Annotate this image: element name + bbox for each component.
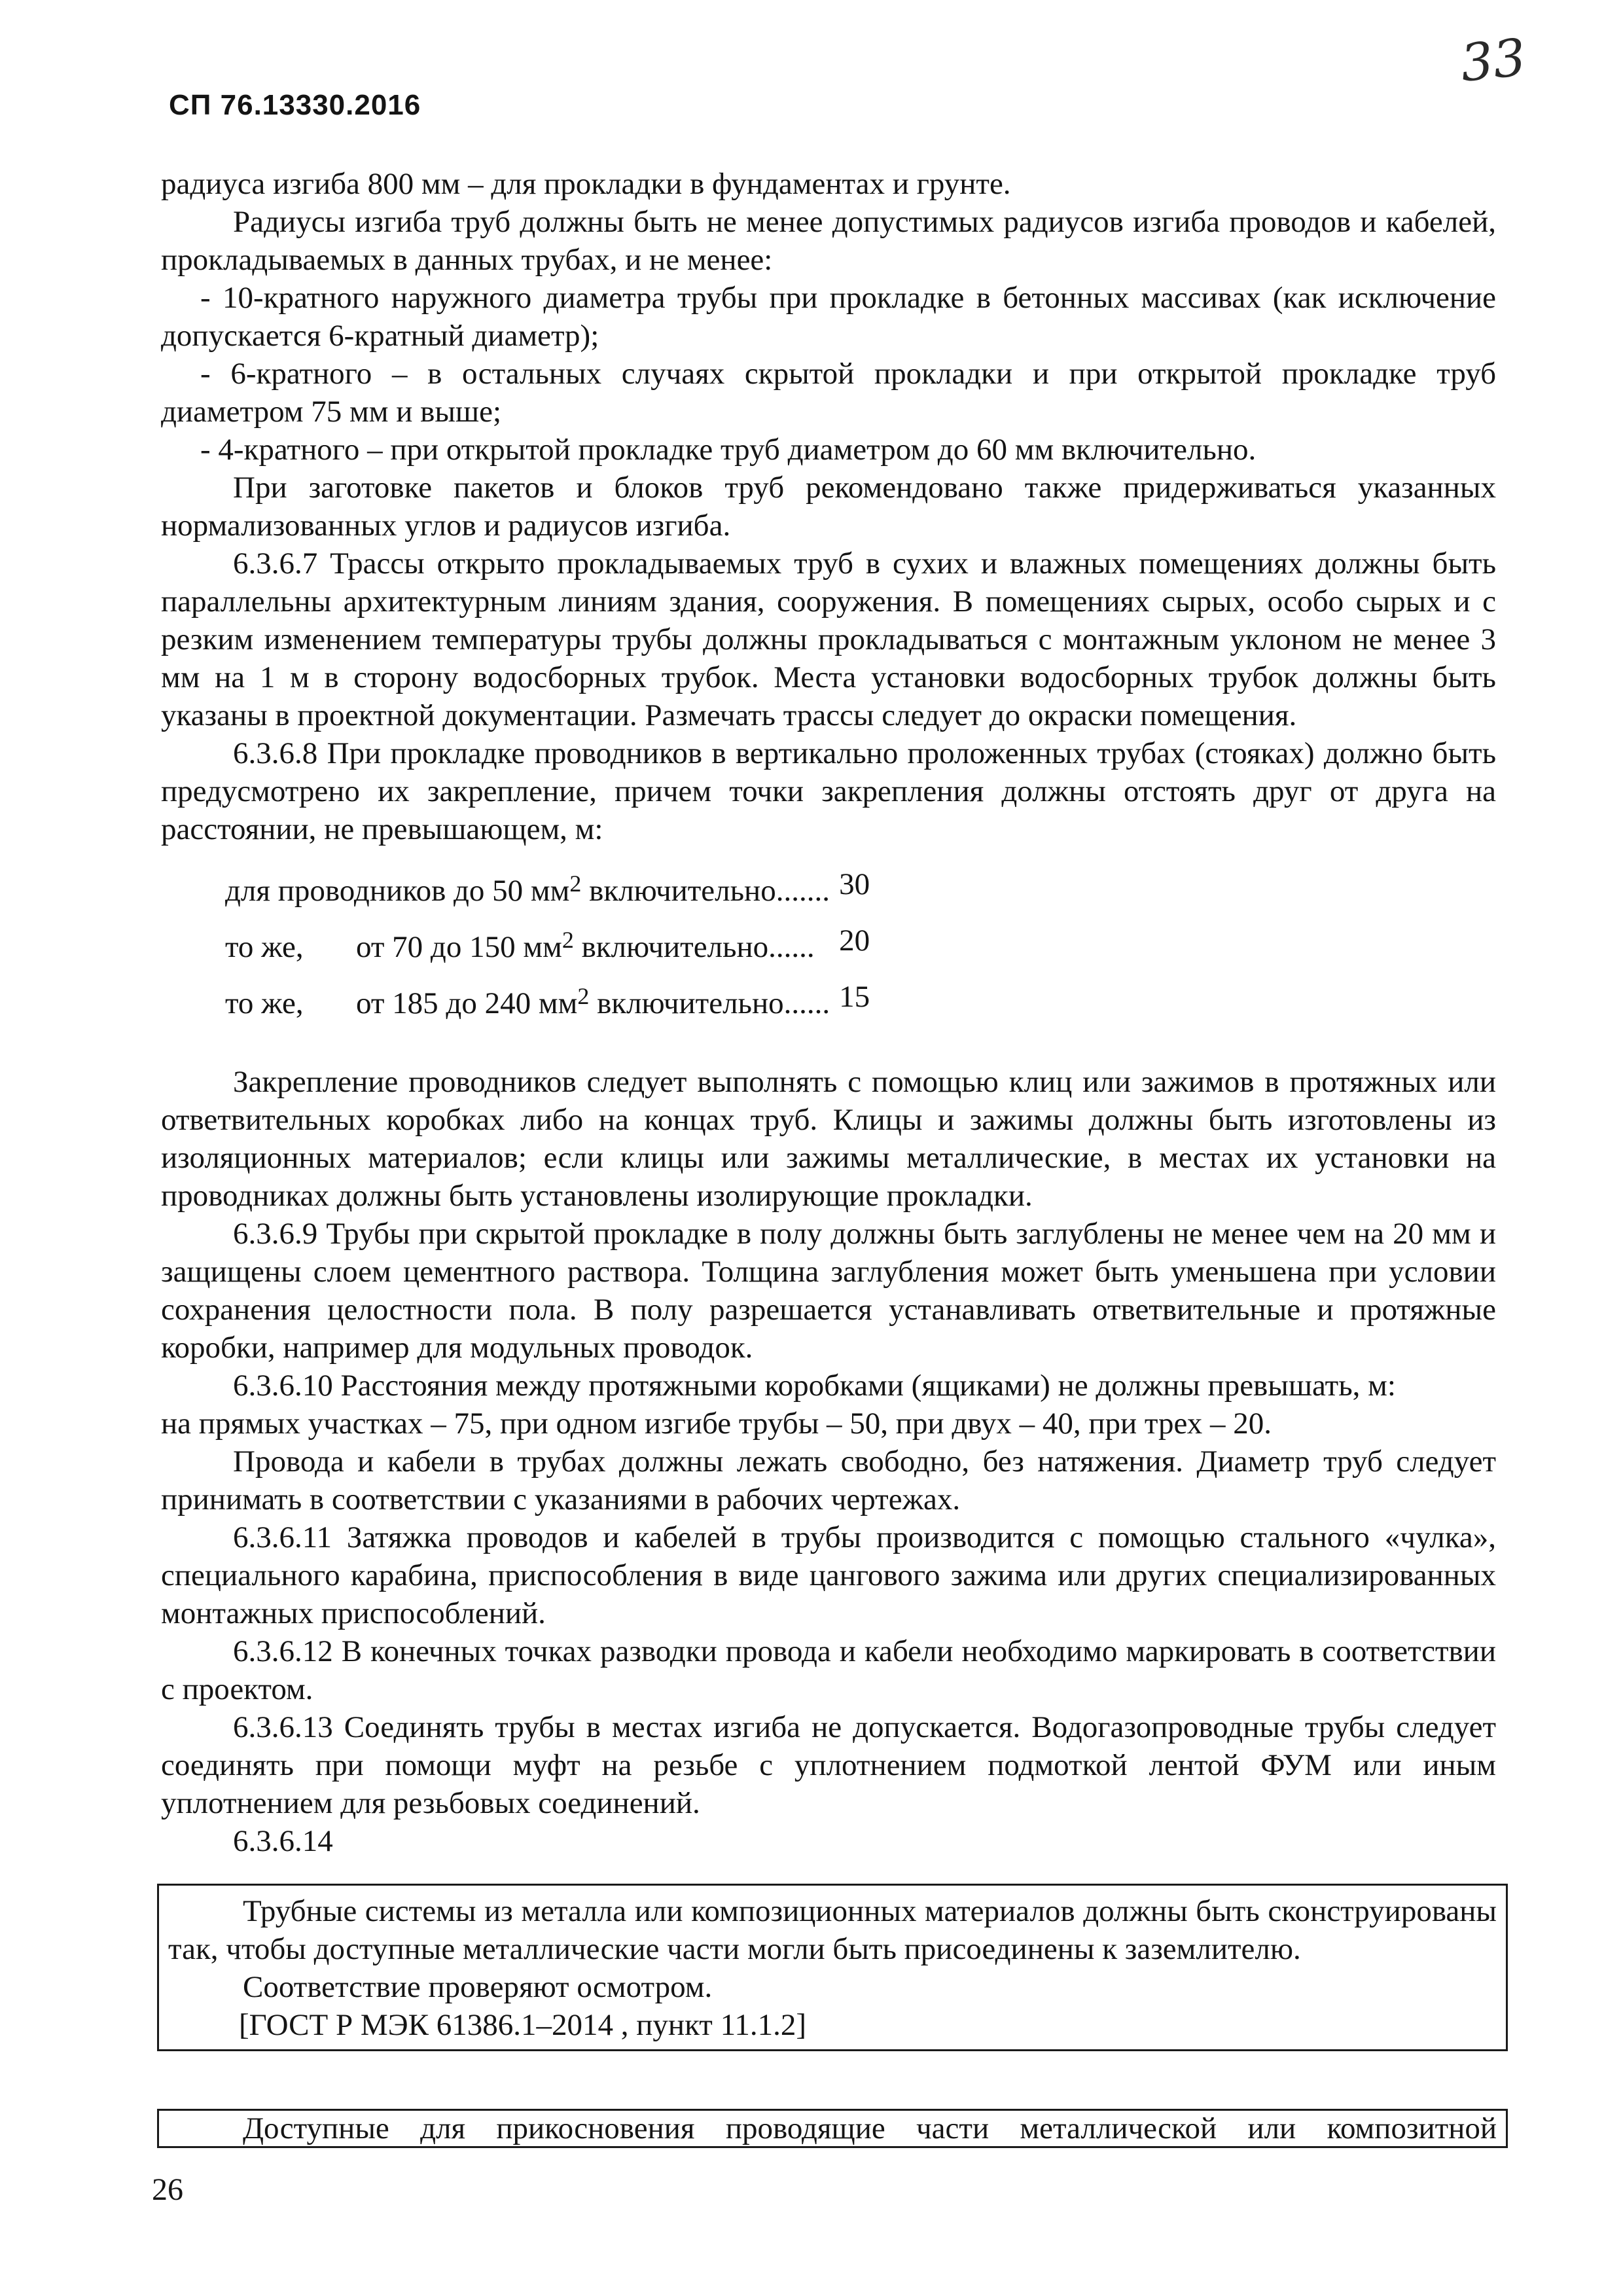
paragraph-fastening: Закрепление проводников следует выполнять с помощью клиц или зажимов в протяжных или ответвительных коробках либо на концах труб. Клицы и зажимы должны быть изготовлены из изоляционных материалов; если клицы или зажимы металлические, в местах их установки на проводниках должны быть установлены изолирующие прокладки. xyxy=(161,1065,1496,1213)
paragraph-wires-free: Провода и кабели в трубах должны лежать свободно, без натяжения. Диаметр труб следует принимать в соответствии с указаниями в рабочих чертежах. xyxy=(161,1444,1496,1516)
boxed-requirement-continued: Доступные для прикосновения проводящие части металлической или композитной xyxy=(157,2109,1508,2148)
table-row-label: для проводников до 50 $мм^2$ включительно....... xyxy=(225,870,830,908)
table-row-range: от 185 до 240 $мм^2$ включительно...... xyxy=(356,983,830,1020)
document-code: СП 76.13330.2016 xyxy=(169,89,421,121)
paragraph-6-3-6-11: 6.3.6.11 Затяжка проводов и кабелей в трубы производится с помощью стального «чулка», специального карабина, приспособления в виде цангового зажима или других специализированных монтажных приспособлений. xyxy=(161,1520,1496,1630)
paragraph-6-3-6-9: 6.3.6.9 Трубы при скрытой прокладке в полу должны быть заглублены не менее чем на 20 мм и защищены слоем цементного раствора. Толщина заглубления может быть уменьшена при условии сохранения целостности пола. В полу разрешается устанавливать ответвительные и протяжные коробки, например для модульных проводок. xyxy=(161,1217,1496,1365)
paragraph-6-3-6-7: 6.3.6.7 Трассы открыто прокладываемых труб в сухих и влажных помещениях должны быть параллельны архитектурным линиям здания, сооружения. В помещениях сырых, особо сырых и с резким изменением температуры трубы должны прокладываться с монтажным уклоном не менее 3 мм на 1 м в сторону водосборных трубок. Места установки водосборных трубок должны быть указаны в проектной документации. Размечать трассы следует до окраски помещения. xyxy=(161,547,1496,732)
table-row xyxy=(225,975,870,1031)
boxed-requirement-text: Трубные системы из металла или композиционных материалов должны быть сконструированы так, чтобы доступные металлические части могли быть присоединены к заземлителю. xyxy=(168,1894,1497,1966)
paragraph-6-3-6-14: 6.3.6.14 xyxy=(233,1824,333,1858)
table-row-label: то же, xyxy=(225,986,304,1020)
table-row-value: 30 xyxy=(839,867,870,901)
paragraph-6-3-6-10: 6.3.6.10 Расстояния между протяжными коробками (ящиками) не должны превышать, м: xyxy=(233,1369,1396,1403)
table-row xyxy=(225,863,870,919)
boxed-requirement-check: Соответствие проверяют осмотром. xyxy=(243,1970,713,2004)
page-number: 26 xyxy=(152,2172,183,2207)
list-item-10x: - 10-кратного наружного диаметра трубы при прокладке в бетонных массивах (как исключение допускается 6-кратный диаметр); xyxy=(161,281,1496,353)
list-item-4x: - 4-кратного – при открытой прокладке труб диаметром до 60 мм включительно. xyxy=(200,433,1257,467)
table-row xyxy=(225,919,870,975)
list-item-6x: - 6-кратного – в остальных случаях скрытой прокладки и при открытой прокладке труб диаметром 75 мм и выше; xyxy=(161,357,1496,429)
paragraph-6-3-6-12: 6.3.6.12 В конечных точках разводки провода и кабели необходимо маркировать в соответствии с проектом. xyxy=(161,1634,1496,1706)
fastening-distance-table xyxy=(225,863,870,1031)
boxed-requirement-reference: [ГОСТ Р МЭК 61386.1–2014 , пункт 11.1.2] xyxy=(239,2008,806,2042)
table-row-value: 20 xyxy=(839,924,870,958)
handwritten-page-number: 33 xyxy=(1457,28,1529,94)
boxed-requirement xyxy=(157,1884,1508,2051)
table-row-value: 15 xyxy=(839,980,870,1014)
paragraph-6-3-6-13: 6.3.6.13 Соединять трубы в местах изгиба не допускается. Водогазопроводные трубы следует соединять при помощи муфт на резьбе с уплотнением подмоткой лентой ФУМ или иным уплотнением для резьбовых соединений. xyxy=(161,1710,1496,1820)
table-row-label: то же, xyxy=(225,930,304,964)
page-body xyxy=(161,165,1496,1860)
paragraph-continuation: радиуса изгиба 800 мм – для прокладки в фундаментах и грунте. xyxy=(161,167,1011,201)
paragraph-6-3-6-8: 6.3.6.8 При прокладке проводников в вертикально проложенных трубах (стояках) должно быть предусмотрено их закрепление, причем точки закрепления должны отстоять друг от друга на расстоянии, не превышающем, м: xyxy=(161,736,1496,846)
paragraph-distances: на прямых участках – 75, при одном изгибе трубы – 50, при двух – 40, при трех – 20. xyxy=(161,1407,1272,1441)
table-row-range: от 70 до 150 $мм^2$ включительно...... xyxy=(356,927,815,964)
paragraph-bend-radii: Радиусы изгиба труб должны быть не менее допустимых радиусов изгиба проводов и кабелей, прокладываемых в данных трубах, и не менее: xyxy=(161,205,1496,277)
paragraph-packages: При заготовке пакетов и блоков труб рекомендовано также придерживаться указанных нормализованных углов и радиусов изгиба. xyxy=(161,471,1496,543)
